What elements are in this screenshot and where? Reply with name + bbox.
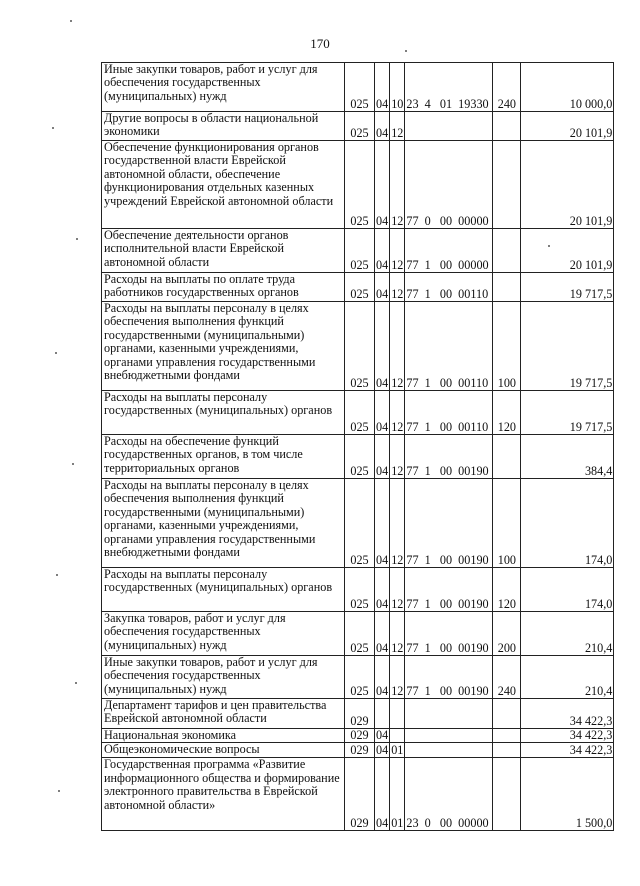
row-name: Общеэкономические вопросы	[102, 743, 345, 758]
target-article-code: 77 1 00 00190	[405, 479, 493, 568]
subsection-code: 12	[390, 302, 405, 391]
amount: 1 500,0	[521, 758, 614, 831]
table-row	[102, 729, 614, 743]
amount: 19 717,5	[521, 302, 614, 391]
row-name: Расходы на выплаты персоналу государственных (муниципальных) органов	[102, 568, 345, 612]
target-article-code: 77 1 00 00190	[405, 568, 493, 612]
expense-type-code	[493, 699, 521, 729]
subsection-code: 10	[390, 63, 405, 112]
section-code: 04	[375, 63, 390, 112]
amount: 210,4	[521, 656, 614, 699]
row-name: Расходы на выплаты персоналу в целях обеспечения выполнения функций государственными (муниципальными) органами, казенными учреждениями, органами управления государственными внебюджетными фондами	[102, 479, 345, 568]
amount: 210,4	[521, 612, 614, 656]
admin-code: 025	[345, 302, 375, 391]
expense-type-code: 240	[493, 63, 521, 112]
admin-code: 029	[345, 758, 375, 831]
row-name: Закупка товаров, работ и услуг для обеспечения государственных (муниципальных) нужд	[102, 612, 345, 656]
subsection-code: 12	[390, 568, 405, 612]
amount: 174,0	[521, 568, 614, 612]
table-row	[102, 435, 614, 479]
admin-code: 025	[345, 435, 375, 479]
row-name: Расходы на выплаты персоналу в целях обеспечения выполнения функций государственными (муниципальными) органами, казенными учреждениями, органами управления государственными внебюджетными фондами	[102, 302, 345, 391]
expense-type-code: 120	[493, 568, 521, 612]
admin-code: 029	[345, 743, 375, 758]
subsection-code: 12	[390, 273, 405, 302]
table-row	[102, 656, 614, 699]
target-article-code: 77 1 00 00190	[405, 612, 493, 656]
row-name: Государственная программа «Развитие информационного общества и формирование электронного правительства в Еврейской автономной области»	[102, 758, 345, 831]
row-name: Департамент тарифов и цен правительства Еврейской автономной области	[102, 699, 345, 729]
admin-code: 025	[345, 656, 375, 699]
expense-type-code: 100	[493, 479, 521, 568]
admin-code: 029	[345, 699, 375, 729]
section-code: 04	[375, 758, 390, 831]
row-name: Обеспечение деятельности органов исполнительной власти Еврейской автономной области	[102, 229, 345, 273]
section-code: 04	[375, 435, 390, 479]
expense-type-code	[493, 141, 521, 229]
section-code: 04	[375, 391, 390, 435]
section-code	[375, 699, 390, 729]
expense-type-code	[493, 229, 521, 273]
admin-code: 025	[345, 229, 375, 273]
amount: 19 717,5	[521, 391, 614, 435]
table-row	[102, 273, 614, 302]
target-article-code: 77 1 00 00190	[405, 435, 493, 479]
expense-type-code: 120	[493, 391, 521, 435]
section-code: 04	[376, 743, 389, 757]
budget-table-body	[102, 63, 614, 831]
target-article-code: 77 1 00 00000	[405, 229, 493, 273]
expense-type-code: 240	[493, 656, 521, 699]
admin-code: 029	[345, 729, 375, 743]
section-code: 04	[375, 612, 390, 656]
target-article-code	[405, 743, 493, 758]
subsection-code: 01	[391, 743, 404, 757]
table-row	[102, 112, 614, 141]
admin-code: 025	[345, 612, 375, 656]
amount: 19 717,5	[521, 273, 614, 302]
target-article-code: 77 1 00 00110	[405, 302, 493, 391]
amount: 10 000,0	[521, 63, 614, 112]
target-article-code: 77 1 00 00190	[405, 656, 493, 699]
subsection-code: 12	[390, 112, 405, 141]
admin-code: 025	[345, 273, 375, 302]
admin-code: 025	[345, 391, 375, 435]
row-name: Иные закупки товаров, работ и услуг для обеспечения государственных (муниципальных) нужд	[102, 656, 345, 699]
table-row	[102, 699, 614, 729]
expense-type-code	[493, 743, 521, 758]
row-name: Расходы на выплаты персоналу государственных (муниципальных) органов	[102, 391, 345, 435]
expense-type-code	[493, 729, 521, 743]
subsection-code	[390, 699, 405, 729]
section-code: 04	[376, 728, 389, 742]
table-row	[102, 229, 614, 273]
subsection-code: 12	[390, 612, 405, 656]
table-row	[102, 63, 614, 112]
row-name: Другие вопросы в области национальной экономики	[102, 112, 345, 141]
amount: 174,0	[521, 479, 614, 568]
amount: 34 422,3	[521, 699, 614, 729]
subsection-code: 12	[390, 656, 405, 699]
subsection-code: 12	[390, 391, 405, 435]
expense-type-code: 100	[493, 302, 521, 391]
subsection-code: 12	[390, 479, 405, 568]
expense-type-code: 200	[493, 612, 521, 656]
table-row	[102, 612, 614, 656]
budget-table	[101, 62, 614, 831]
section-code: 04	[375, 656, 390, 699]
subsection-code: 01	[390, 758, 405, 831]
row-name: Обеспечение функционирования органов государственной власти Еврейской автономной области, обеспечение функционирования отдельных казенных учреждений Еврейской автономной области	[102, 141, 345, 229]
table-row	[102, 141, 614, 229]
target-article-code: 77 1 00 00110	[405, 391, 493, 435]
amount: 20 101,9	[521, 141, 614, 229]
table-row	[102, 302, 614, 391]
subsection-code	[390, 729, 405, 743]
amount: 20 101,9	[521, 112, 614, 141]
target-article-code	[405, 729, 493, 743]
admin-code: 025	[345, 141, 375, 229]
row-name: Расходы на выплаты по оплате труда работников государственных органов	[102, 273, 345, 302]
table-row	[102, 479, 614, 568]
target-article-code: 23 4 01 19330	[405, 63, 493, 112]
table-row	[102, 758, 614, 831]
table-row	[102, 391, 614, 435]
admin-code: 025	[345, 568, 375, 612]
amount: 34 422,3	[521, 743, 614, 758]
expense-type-code	[493, 273, 521, 302]
row-name: Расходы на обеспечение функций государственных органов, в том числе территориальных органов	[102, 435, 345, 479]
amount: 384,4	[521, 435, 614, 479]
section-code: 04	[375, 302, 390, 391]
subsection-code: 12	[390, 141, 405, 229]
section-code: 04	[375, 568, 390, 612]
target-article-code	[405, 112, 493, 141]
page-number: 170	[310, 36, 330, 51]
amount: 34 422,3	[521, 729, 614, 743]
amount: 20 101,9	[521, 229, 614, 273]
table-row	[102, 743, 614, 758]
admin-code: 025	[345, 63, 375, 112]
admin-code: 025	[345, 479, 375, 568]
expense-type-code	[493, 758, 521, 831]
section-code: 04	[375, 479, 390, 568]
subsection-code: 12	[390, 229, 405, 273]
admin-code: 025	[345, 112, 375, 141]
row-name: Иные закупки товаров, работ и услуг для обеспечения государственных (муниципальных) нужд	[102, 63, 345, 112]
row-name: Национальная экономика	[102, 729, 345, 743]
target-article-code	[405, 699, 493, 729]
target-article-code: 77 1 00 00110	[405, 273, 493, 302]
section-code: 04	[375, 141, 390, 229]
table-row	[102, 568, 614, 612]
target-article-code: 23 0 00 00000	[405, 758, 493, 831]
section-code: 04	[375, 273, 390, 302]
subsection-code: 12	[390, 435, 405, 479]
expense-type-code	[493, 435, 521, 479]
target-article-code: 77 0 00 00000	[405, 141, 493, 229]
section-code: 04	[375, 112, 390, 141]
section-code: 04	[375, 229, 390, 273]
expense-type-code	[493, 112, 521, 141]
